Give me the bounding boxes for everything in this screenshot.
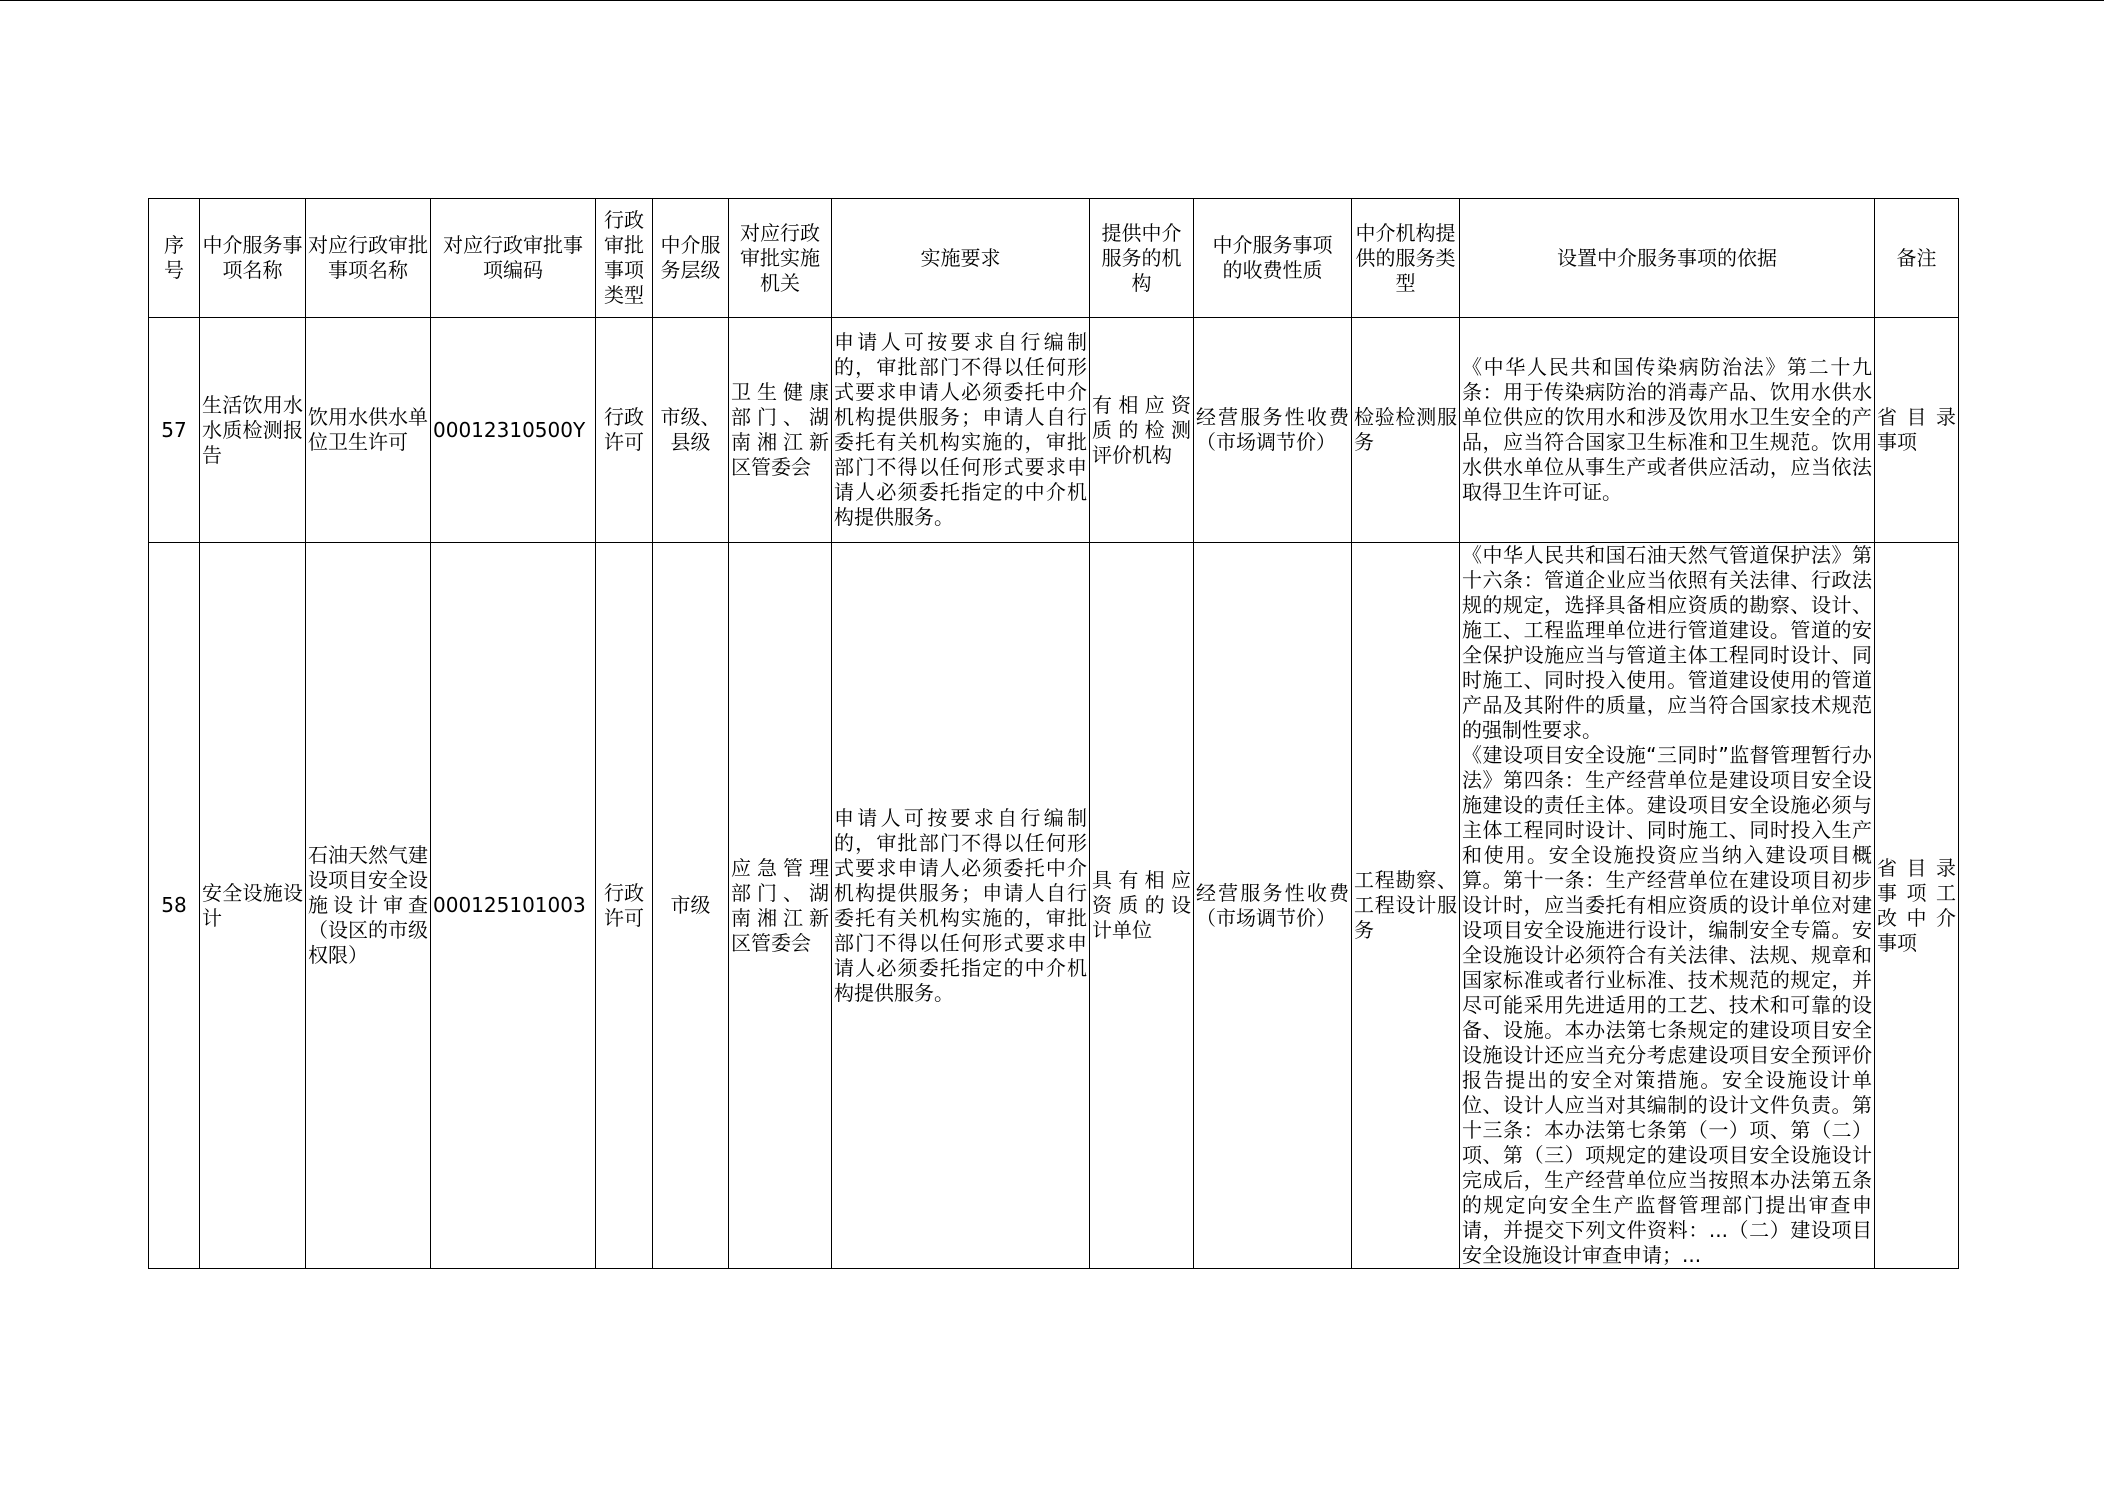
remark-cell: 省目录事项工改中介事项 xyxy=(1875,543,1959,1269)
table-row xyxy=(149,318,1959,543)
fee-nature-cell: 经营服务性收费（市场调节价） xyxy=(1194,543,1352,1269)
provider-cell: 有相应资质的检测评价机构 xyxy=(1090,318,1194,543)
provider-cell: 具有相应资质的设计单位 xyxy=(1090,543,1194,1269)
service-name-cell: 生活饮用水水质检测报告 xyxy=(200,318,306,543)
approval-code-cell: 00012310500Y xyxy=(431,318,596,543)
requirement-cell: 申请人可按要求自行编制的，审批部门不得以任何形式要求申请人必须委托中介机构提供服务；申请人自行委托有关机构实施的，审批部门不得以任何形式要求申请人必须委托指定的中介机构提供服务。 xyxy=(832,318,1090,543)
header-requirement: 实施要求 xyxy=(832,199,1090,318)
header-service-name: 中介服务事项名称 xyxy=(200,199,306,318)
header-remark: 备注 xyxy=(1875,199,1959,318)
seq-cell: 58 xyxy=(149,543,200,1269)
service-name-cell: 安全设施设计 xyxy=(200,543,306,1269)
table-header-row xyxy=(149,199,1959,318)
header-approval-name: 对应行政审批事项名称 xyxy=(306,199,431,318)
authority-cell: 卫生健康部门、湖南湘江新区管委会 xyxy=(729,318,832,543)
header-seq: 序号 xyxy=(149,199,200,318)
header-service-level: 中介服务层级 xyxy=(653,199,729,318)
approval-name-cell: 石油天然气建设项目安全设施设计审查（设区的市级权限） xyxy=(306,543,431,1269)
seq-cell: 57 xyxy=(149,318,200,543)
basis-cell xyxy=(1460,543,1875,1269)
basis-cell: 《中华人民共和国传染病防治法》第二十九条：用于传染病防治的消毒产品、饮用水供水单位供应的饮用水和涉及饮用水卫生安全的产品，应当符合国家卫生标准和卫生规范。饮用水供水单位从事生产或者供应活动，应当依法取得卫生许可证。 xyxy=(1460,318,1875,543)
service-type-cell: 工程勘察、工程设计服务 xyxy=(1352,543,1460,1269)
service-level-cell: 市级、县级 xyxy=(653,318,729,543)
header-authority: 对应行政审批实施机关 xyxy=(729,199,832,318)
header-service-type: 中介机构提供的服务类型 xyxy=(1352,199,1460,318)
basis-paragraph: 《建设项目安全设施“三同时”监督管理暂行办法》第四条：生产经营单位是建设项目安全设施建设的责任主体。建设项目安全设施必须与主体工程同时设计、同时施工、同时投入生产和使用。安全设施投资应当纳入建设项目概算。第十一条：生产经营单位在建设项目初步设计时，应当委托有相应资质的设计单位对建设项目安全设施进行设计，编制安全专篇。安全设施设计必须符合有关法律、法规、规章和国家标准或者行业标准、技术规范的规定，并尽可能采用先进适用的工艺、技术和可靠的设备、设施。本办法第七条规定的建设项目安全设施设计还应当充分考虑建设项目安全预评价报告提出的安全对策措施。安全设施设计单位、设计人应当对其编制的设计文件负责。第十三条：本办法第七条第（一）项、第（二）项、第（三）项规定的建设项目安全设施设计完成后，生产经营单位应当按照本办法第五条的规定向安全生产监督管理部门提出审查申请，并提交下列文件资料：...（二）建设项目安全设施设计审查申请；... xyxy=(1462,743,1872,1267)
header-approval-code: 对应行政审批事项编码 xyxy=(431,199,596,318)
requirement-cell: 申请人可按要求自行编制的，审批部门不得以任何形式要求申请人必须委托中介机构提供服务；申请人自行委托有关机构实施的，审批部门不得以任何形式要求申请人必须委托指定的中介机构提供服务。 xyxy=(832,543,1090,1269)
header-basis: 设置中介服务事项的依据 xyxy=(1460,199,1875,318)
service-level-cell: 市级 xyxy=(653,543,729,1269)
authority-cell: 应急管理部门、湖南湘江新区管委会 xyxy=(729,543,832,1269)
service-type-cell: 检验检测服务 xyxy=(1352,318,1460,543)
header-provider: 提供中介服务的机构 xyxy=(1090,199,1194,318)
approval-name-cell: 饮用水供水单位卫生许可 xyxy=(306,318,431,543)
page-top-border xyxy=(0,0,2104,1)
basis-paragraph: 《中华人民共和国石油天然气管道保护法》第十六条：管道企业应当依照有关法律、行政法规的规定，选择具备相应资质的勘察、设计、施工、工程监理单位进行管道建设。管道的安全保护设施应当与管道主体工程同时设计、同时施工、同时投入使用。管道建设使用的管道产品及其附件的质量，应当符合国家技术规范的强制性要求。 xyxy=(1462,543,1872,742)
remark-cell: 省目录事项 xyxy=(1875,318,1959,543)
header-approval-type: 行政审批事项类型 xyxy=(596,199,653,318)
intermediary-services-table xyxy=(148,198,1959,1269)
approval-code-cell: 000125101003 xyxy=(431,543,596,1269)
approval-type-cell: 行政许可 xyxy=(596,543,653,1269)
header-fee-nature: 中介服务事项的收费性质 xyxy=(1194,199,1352,318)
table-row xyxy=(149,543,1959,1269)
approval-type-cell: 行政许可 xyxy=(596,318,653,543)
fee-nature-cell: 经营服务性收费（市场调节价） xyxy=(1194,318,1352,543)
